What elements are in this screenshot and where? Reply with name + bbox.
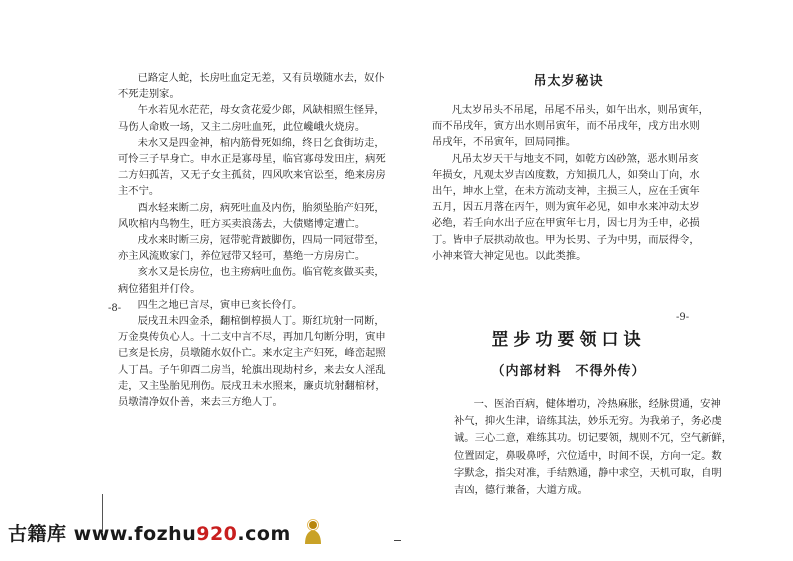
text-line: 而不吊戌年，寅方出水则吊寅年，而不吊戌年，戌方出水则 bbox=[432, 120, 700, 133]
section-body-gangbu bbox=[454, 396, 733, 499]
text-line: 走，又主坠胎见刑伤。辰戌丑未水照来，廉贞坑射翻棺材， bbox=[118, 379, 386, 392]
text-line: 四生之地已言尽，寅申已亥长伶仃。 bbox=[137, 298, 303, 311]
right-page-body bbox=[432, 102, 709, 264]
text-line: 五月，因五月落在丙午，则为寅年必见，如申水来冲动太岁 bbox=[432, 201, 700, 214]
text-line: 风吹棺内鸟物生，旺方买卖浪荡去，大债赌博定遭亡。 bbox=[118, 217, 366, 230]
section-title-taisui: 吊太岁秘诀 bbox=[533, 74, 604, 89]
text-line: 吊戌年，不吊寅年，回局同推。 bbox=[432, 136, 577, 149]
text-line: 小神来管大神定见也。以此类推。 bbox=[432, 249, 587, 262]
text-line: 员墩清净奴仆善，来去三方绝人丁。 bbox=[118, 396, 283, 409]
text-line: 酉水轻来断二房，病死吐血及内伤，胎须坠胎产妇死， bbox=[137, 201, 385, 214]
text-line: 补气，抑火生津，谙练其法，妙乐无穷。为我弟子，务必虔 bbox=[454, 415, 722, 428]
watermark-site-name: 古籍库 bbox=[8, 523, 67, 545]
text-line: 凡太岁吊头不吊尾，吊尾不吊头，如午出水，则吊寅年， bbox=[451, 104, 709, 116]
text-line: 必绝，若壬向水出子应在甲寅年七月，因七月为壬申，必损 bbox=[432, 217, 700, 230]
center-mark bbox=[394, 540, 401, 541]
text-line: 凡吊太岁天干与地支不同，如乾方凶砂煞，恶水则吊亥 bbox=[451, 152, 699, 165]
text-line: 吉凶，德行兼备，大道方成。 bbox=[454, 484, 588, 497]
text-line: 位置固定，鼻吸鼻呼，穴位适中，时间不误，方向一定。数 bbox=[454, 449, 722, 462]
text-line: 字默念，指尖对准，手结熟通，静中求空，天机可取，自明 bbox=[454, 466, 722, 479]
text-line: 病位猪狙并仃伶。 bbox=[118, 282, 201, 295]
text-line: 亥水又是长房位，也主痨病吐血伤。临官乾亥做买卖， bbox=[137, 266, 385, 279]
watermark-url bbox=[74, 523, 291, 545]
text-line: 午水若见水茫茫，母女贪花爱少郎，风缺相照生怪异， bbox=[137, 104, 385, 117]
watermark-url-suffix: .com bbox=[237, 523, 291, 545]
text-line: 年损女，凡观太岁吉凶度数，方知损几人，如癸山丁向，水 bbox=[432, 168, 700, 181]
text-line: 主不宁。 bbox=[118, 185, 160, 198]
text-line: 亦主风流败家门，养位冠带又轻可，墓绝一方房房亡。 bbox=[118, 250, 366, 263]
text-line: 万金臭传负心人。十二支中言不尽，再加几句断分明，寅申 bbox=[118, 331, 386, 344]
text-line: 已路定人蛇，长房吐血定无差，又有员墩随水去，奴仆 bbox=[137, 72, 385, 84]
text-line: 可怜三子早身亡。申水正是寡母星，临官寡母发田庄，病死 bbox=[118, 153, 386, 166]
text-line: 出午，坤水上堂，在未方流动支神，主损三人，应在壬寅年 bbox=[432, 185, 700, 198]
section-title-gangbu: 罡步功要领口诀 bbox=[491, 330, 646, 350]
text-line: 一、医治百病，健体增功，冷热麻胀，经脉贯通，安神 bbox=[473, 398, 721, 410]
text-line: 丁。皆申子辰拱动故也。甲为长男、子为中男，而辰得令， bbox=[432, 233, 700, 246]
section-subtitle-gangbu: （内部材料 不得外传） bbox=[491, 364, 646, 379]
text-line: 马伤人命败一场，又主二房吐血死，此位巉峨火烧房。 bbox=[118, 120, 366, 133]
buddha-icon bbox=[302, 519, 324, 545]
watermark-url-number: 920 bbox=[196, 523, 238, 545]
watermark-url-prefix: www.fozhu bbox=[73, 523, 197, 545]
site-watermark bbox=[8, 519, 324, 546]
text-line: 戌水来时断三房，冠带驼背跛脚伤，四局一同冠带至， bbox=[137, 234, 385, 247]
text-line: 人丁昌。子午卯酉二房当，轮旗出现劫村乡，来去女人淫乱 bbox=[118, 363, 386, 376]
left-page-body bbox=[118, 70, 386, 410]
page-number-right: -9- bbox=[676, 312, 690, 323]
text-line: 不死走别家。 bbox=[118, 88, 180, 101]
text-line: 未水又是四金神，棺内筋骨死如绵，终日乞食街坊走， bbox=[137, 136, 385, 149]
page-number-left: -8- bbox=[108, 303, 122, 314]
text-line: 辰戌丑未四金杀，翻棺倒椁损人丁。斯红坑射一同断， bbox=[137, 315, 385, 328]
left-page bbox=[0, 0, 396, 561]
text-line: 诚。三心二意，难练其功。切记要领，规则不冗，空气新鲜， bbox=[454, 432, 733, 445]
text-line: 二方妇孤苦，又无子女主孤贫，四风吹来官讼至，绝来房房 bbox=[118, 169, 386, 182]
text-line: 已亥是长房，员墩随水奴仆亡。来水定主产妇死，峰峦起照 bbox=[118, 347, 386, 360]
